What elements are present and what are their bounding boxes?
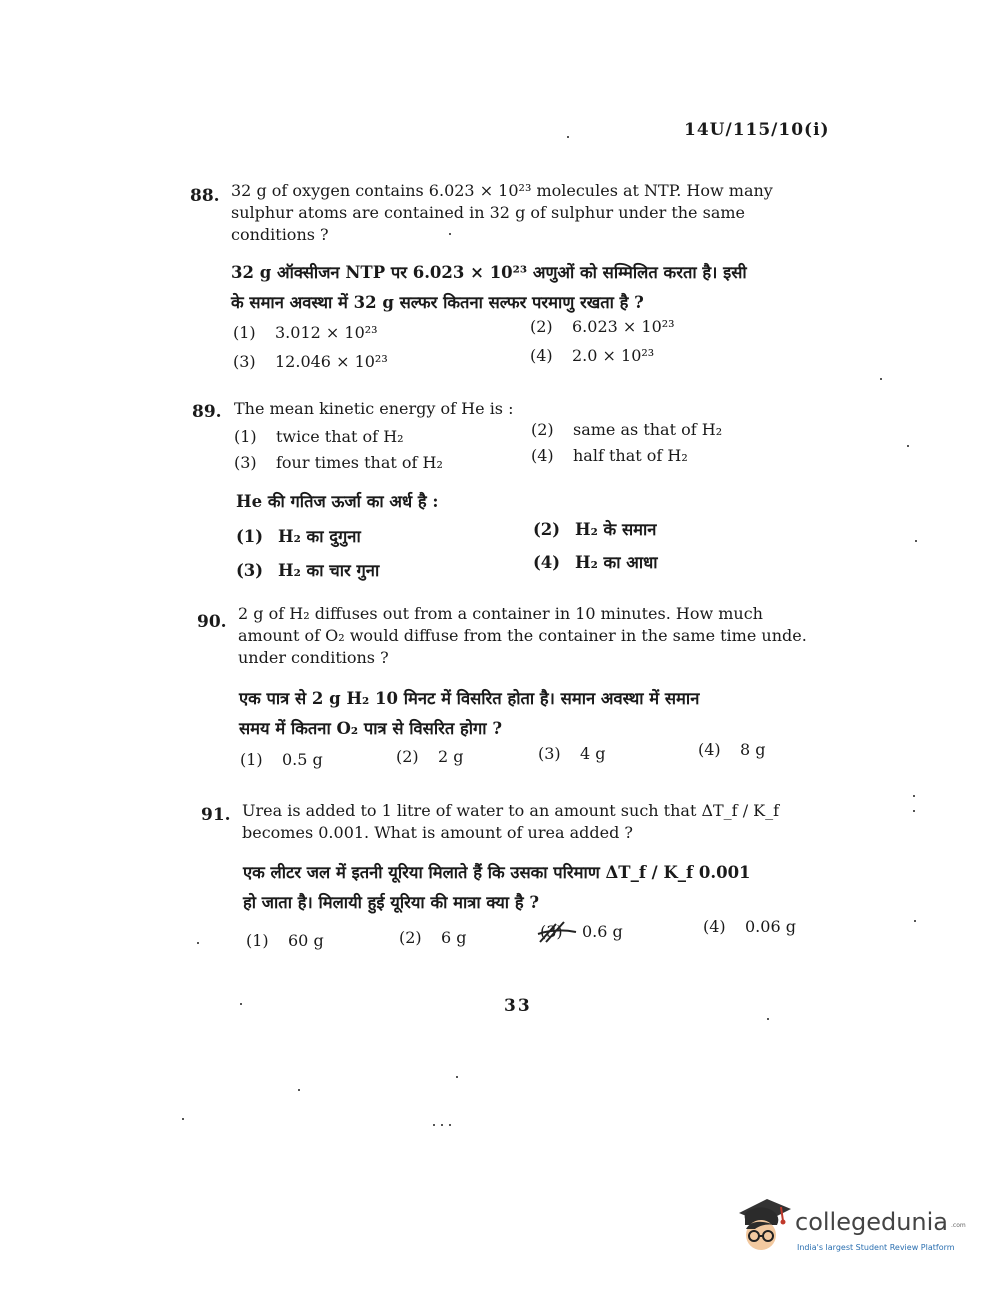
scan-speck [914,920,916,922]
pen-scribble-mark [536,918,596,948]
scan-speck [197,942,199,944]
question-90-hindi-line-1: एक पात्र से 2 g H₂ 10 मिनट में विसरित होता है। समान अवस्था में समान [239,689,700,708]
question-90-text [238,603,807,669]
scan-speck [456,1076,458,1078]
q89-option-2[interactable]: (2) same as that of H₂ [531,420,723,439]
question-number-89: 89. [192,402,222,422]
scan-speck [182,1118,184,1120]
question-88-line-2: sulphur atoms are contained in 32 g of sulphur under the same [231,203,745,222]
question-90-line-2: amount of O₂ would diffuse from the container in the same time unde. [238,626,807,645]
question-90-line-3: under conditions ? [238,648,389,667]
scan-speck [915,540,917,542]
question-number-88: 88. [190,186,220,206]
scan-speck [433,1124,435,1126]
question-90-hindi-line-2: समय में कितना O₂ पात्र से विसरित होगा ? [239,719,502,738]
q90-option-4[interactable]: (4) 8 g [698,740,766,759]
scan-speck [913,795,915,797]
collegedunia-logo-text: collegedunia [795,1208,949,1236]
collegedunia-mascot-icon [733,1195,795,1257]
question-91-hindi [243,858,751,918]
question-91-line-1: Urea is added to 1 litre of water to an amount such that ΔT_f / K_f [242,801,780,820]
scan-speck [567,136,569,138]
q88-option-1[interactable]: (1) 3.012 × 10²³ [233,323,378,342]
q90-option-2[interactable]: (2) 2 g [396,747,464,766]
question-91-hindi-line-2: हो जाता है। मिलायी हुई यूरिया की मात्रा क्या है ? [243,893,539,912]
question-88-text [231,180,773,246]
q89-option-3[interactable]: (3) four times that of H₂ [234,453,443,472]
q89-option-4[interactable]: (4) half that of H₂ [531,446,688,465]
question-91-hindi-line-1: एक लीटर जल में इतनी यूरिया मिलाते हैं कि उसका परिमाण ΔT_f / K_f 0.001 [243,863,751,882]
question-91-text [242,800,779,844]
q90-option-3[interactable]: (3) 4 g [538,744,606,763]
q88-option-3[interactable]: (3) 12.046 × 10²³ [233,352,388,371]
q89-hindi-option-3[interactable]: (3) H₂ का चार गुना [236,561,380,580]
q89-hindi-option-2[interactable]: (2) H₂ के समान [533,520,657,539]
question-91-line-2: becomes 0.001. What is amount of urea added ? [242,823,633,842]
paper-code: 14U/115/10(i) [684,120,830,140]
question-number-91: 91. [201,805,231,825]
scan-speck [449,1124,451,1126]
question-88-hindi-line-1: 32 g ऑक्सीजन NTP पर 6.023 × 10²³ अणुओं को सम्मिलित करता है। इसी [231,263,747,282]
logo-domain-mark: .com [951,1222,966,1229]
scan-speck [767,1018,769,1020]
scan-speck [880,378,882,380]
q89-hindi-option-1[interactable]: (1) H₂ का दुगुना [236,527,361,546]
question-89-text: The mean kinetic energy of He is : [234,399,514,418]
page-number: 33 [504,996,532,1016]
scan-speck [240,1003,242,1005]
scan-speck [298,1089,300,1091]
q89-option-1[interactable]: (1) twice that of H₂ [234,427,404,446]
question-88-hindi-line-2: के समान अवस्था में 32 g सल्फर कितना सल्फर परमाणु रखता है ? [231,293,644,312]
question-89-hindi: He की गतिज ऊर्जा का अर्ध है : [236,492,439,511]
question-88-line-3: conditions ? [231,225,329,244]
q88-option-4[interactable]: (4) 2.0 × 10²³ [530,346,655,365]
logo-tagline: India's largest Student Review Platform [797,1243,955,1252]
scan-speck [449,233,451,235]
scan-speck [441,1124,443,1126]
question-90-hindi [239,684,699,744]
scan-speck [907,445,909,447]
q89-hindi-option-4[interactable]: (4) H₂ का आधा [533,553,658,572]
q91-option-1[interactable]: (1) 60 g [246,931,324,950]
scan-speck [913,810,915,812]
question-90-line-1: 2 g of H₂ diffuses out from a container in 10 minutes. How much [238,604,763,623]
q90-option-1[interactable]: (1) 0.5 g [240,750,323,769]
q88-option-2[interactable]: (2) 6.023 × 10²³ [530,317,675,336]
q91-option-2[interactable]: (2) 6 g [399,928,467,947]
q91-option-4[interactable]: (4) 0.06 g [703,917,796,936]
question-88-line-1: 32 g of oxygen contains 6.023 × 10²³ molecules at NTP. How many [231,181,773,200]
question-88-hindi [231,258,747,318]
question-number-90: 90. [197,612,227,632]
q91-option-3[interactable]: (3) 0.6 g [540,922,623,941]
